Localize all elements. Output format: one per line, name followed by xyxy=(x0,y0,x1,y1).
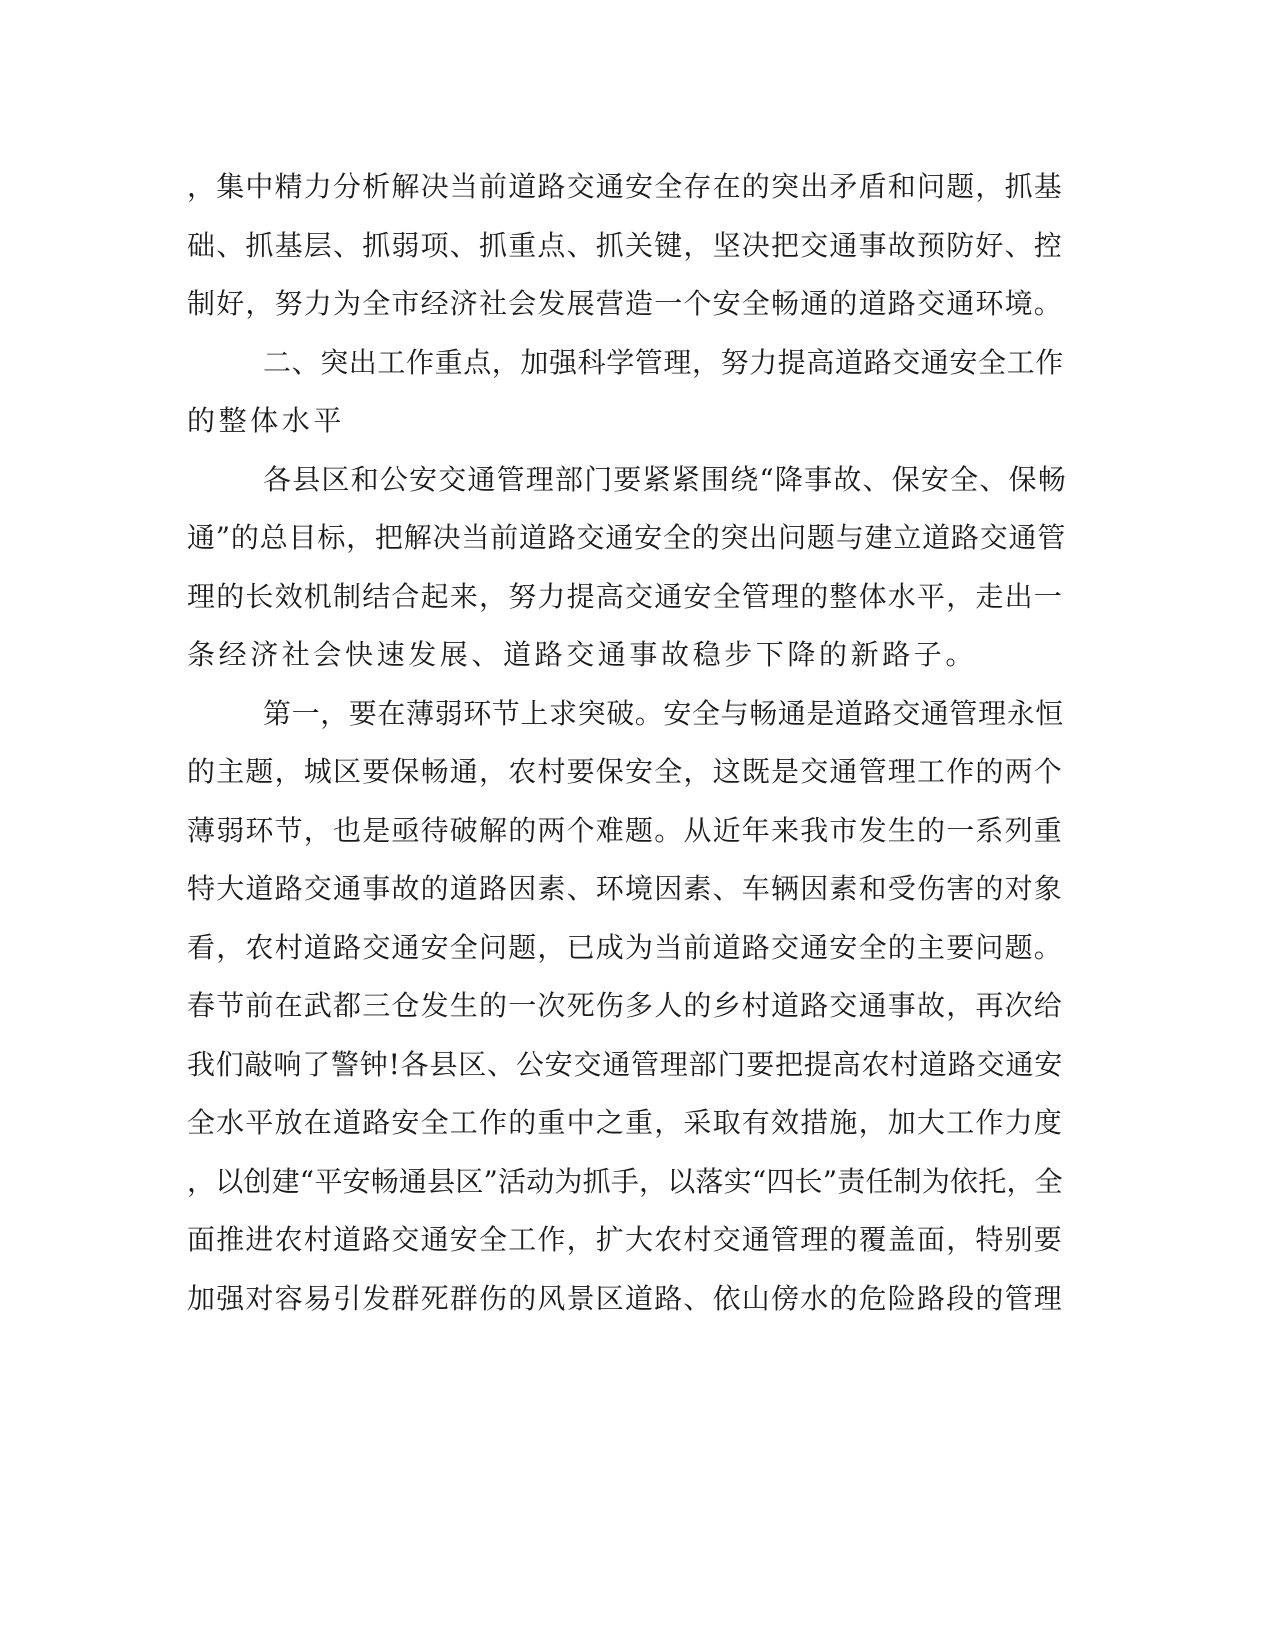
text-line: 面推进农村道路交通安全工作，扩大农村交通管理的覆盖面，特别要 xyxy=(187,1223,1064,1256)
text-line: 的主题，城区要保畅通，农村要保安全，这既是交通管理工作的两个 xyxy=(187,755,1064,788)
text-line: 制好，努力为全市经济社会发展营造一个安全畅通的道路交通环境。 xyxy=(187,287,1064,320)
text-line: 理的长效机制结合起来，努力提高交通安全管理的整体水平，走出一 xyxy=(187,579,1064,613)
text-line: 础、抓基层、抓弱项、抓重点、抓关键，坚决把交通事故预防好、控 xyxy=(187,228,1064,262)
text-line: ，以创建“平安畅通县区”活动为抓手，以落实“四长”责任制为依托，全 xyxy=(187,1164,1063,1198)
text-line: 通”的总目标，把解决当前道路交通安全的突出问题与建立道路交通管 xyxy=(187,521,1067,554)
text-line: ，集中精力分析解决当前道路交通安全存在的突出矛盾和问题，抓基 xyxy=(187,170,1064,203)
text-line: 春节前在武都三仓发生的一次死伤多人的乡村道路交通事故，再次给 xyxy=(187,989,1064,1022)
text-line: 我们敲响了警钟!各县区、公安交通管理部门要把提高农村道路交通安 xyxy=(187,1047,1064,1081)
section-heading-line: 的整体水平 xyxy=(187,404,346,437)
text-line: 特大道路交通事故的道路因素、环境因素、车辆因素和受伤害的对象 xyxy=(187,872,1064,905)
body-text xyxy=(187,158,1067,1328)
text-line: 全水平放在道路安全工作的重中之重，采取有效措施，加大工作力度 xyxy=(187,1106,1064,1139)
section-heading-line: 二、突出工作重点，加强科学管理，努力提高道路交通安全工作 xyxy=(263,345,1064,379)
text-line: 看，农村道路交通安全问题，已成为当前道路交通安全的主要问题。 xyxy=(187,930,1064,964)
text-line: 条经济社会快速发展、道路交通事故稳步下降的新路子。 xyxy=(187,638,978,671)
text-line: 加强对容易引发群死群伤的风景区道路、依山傍水的危险路段的管理 xyxy=(187,1281,1064,1315)
text-line: 薄弱环节，也是亟待破解的两个难题。从近年来我市发生的一系列重 xyxy=(187,813,1064,847)
paragraph-first-line: 第一，要在薄弱环节上求突破。安全与畅通是道路交通管理永恒 xyxy=(263,696,1064,730)
paragraph-first-line: 各县区和公安交通管理部门要紧紧围绕“降事故、保安全、保畅 xyxy=(263,462,1067,496)
